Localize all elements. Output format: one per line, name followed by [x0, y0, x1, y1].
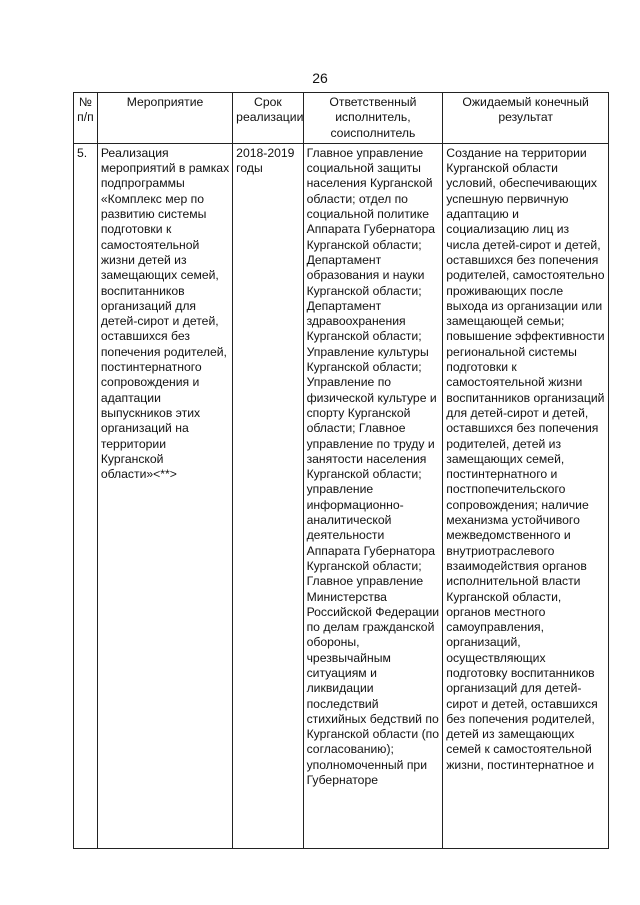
- table-header-row: [74, 93, 609, 144]
- header-result: Ожидаемый конечный результат: [443, 93, 609, 144]
- cell-responsible: Главное управление социальной защиты населения Курганской области; отдел по социальной политике Аппарата Губернатора Курганской области; Департамент образования и науки Курганской области; Департамент здравоохранения Курганской области; Управление культуры Курганской области; Управление по физической культуре и спорту Курганской области; Главное управление по труду и занятости населения Курганской области; управление информационно-аналитической деятельности Аппарата Губернатора Курганской области; Главное управление Министерства Российской Федерации по делам гражданской обороны, чрезвычайным ситуациям и ликвидации последствий стихийных бедствий по Курганской области (по согласованию); уполномоченный при Губернаторе: [303, 143, 443, 848]
- cell-num: 5.: [74, 143, 98, 848]
- cell-result: Создание на территории Курганской области условий, обеспечивающих успешную первичную адаптацию и социализацию лиц из числа детей-сирот и детей, оставшихся без попечения родителей, самостоятельно проживающих после выхода из организации или замещающей семьи; повышение эффективности региональной системы подготовки к самостоятельной жизни воспитанников организаций для детей-сирот и детей, оставшихся без попечения родителей, детей из замещающих семей, постинтернатного и постпопечительского сопровождения; наличие механизма устойчивого межведомственного и внутриотраслевого взаимодействия органов исполнительной власти Курганской области, органов местного самоуправления, организаций, осуществляющих подготовку воспитанников организаций для детей-сирот и детей, оставшихся без попечения родителей, детей из замещающих семей к самостоятельной жизни, постинтернатное и: [443, 143, 609, 848]
- header-responsible: Ответственный исполнитель, соисполнитель: [303, 93, 443, 144]
- header-event: Мероприятие: [97, 93, 232, 144]
- page-number: 26: [312, 70, 328, 86]
- header-term: Срок реализации: [233, 93, 303, 144]
- cell-event: Реализация мероприятий в рамках подпрограммы «Комплекс мер по развитию системы подготовки к самостоятельной жизни детей из замещающих семей, воспитанников организаций для детей-сирот и детей, оставшихся без попечения родителей, постинтернатного сопровождения и адаптации выпускников этих организаций на территории Курганской области»<**>: [97, 143, 232, 848]
- cell-term: 2018-2019 годы: [233, 143, 303, 848]
- measures-table: [73, 92, 609, 849]
- header-num: № п/п: [74, 93, 98, 144]
- table-row: [74, 143, 609, 848]
